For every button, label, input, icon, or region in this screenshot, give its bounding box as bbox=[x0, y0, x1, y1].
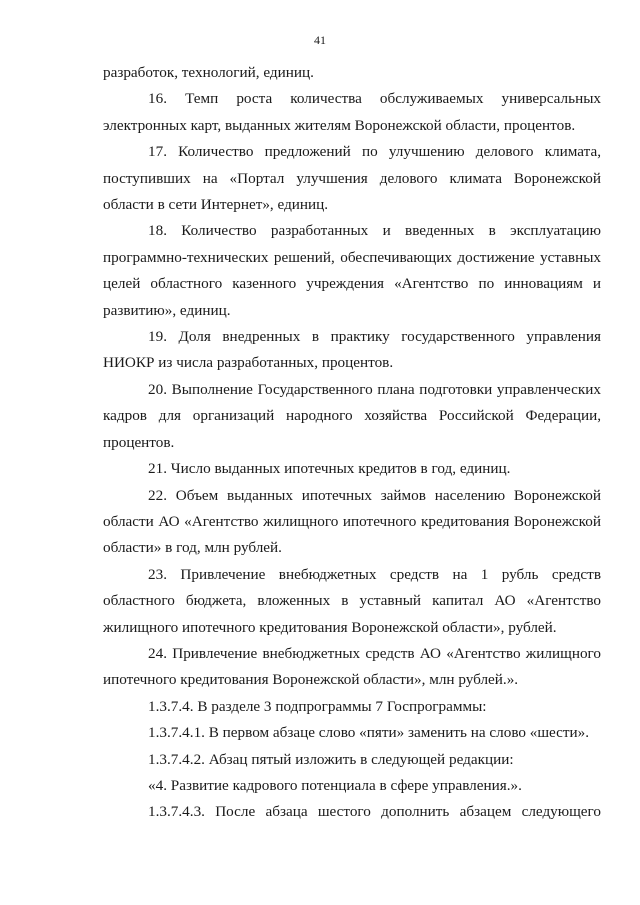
paragraph-item-16: 16. Темп роста количества обслуживаемых универсальных электронных карт, выданных жителям Воронежской области, процентов. bbox=[103, 90, 601, 134]
paragraph-continuation: разработок, технологий, единиц. bbox=[103, 64, 314, 81]
paragraph-section-1-3-7-4-1: 1.3.7.4.1. В первом абзаце слово «пяти» заменить на слово «шести». bbox=[148, 724, 590, 742]
paragraph-item-18: 18. Количество разработанных и введенных в эксплуатацию программно-технических решений, обеспечивающих достижение уставных целей областного казенного учреждения «Агентство по инновациям и развитию», единиц. bbox=[103, 222, 601, 319]
paragraph-section-1-3-7-4-2: 1.3.7.4.2. Абзац пятый изложить в следующей редакции: bbox=[148, 750, 514, 768]
paragraph-section-1-3-7-4: 1.3.7.4. В разделе 3 подпрограммы 7 Госпрограммы: bbox=[148, 697, 487, 715]
paragraph-item-20: 20. Выполнение Государственного плана подготовки управленческих кадров для организаций народного хозяйства Российской Федерации, процентов. bbox=[103, 380, 601, 451]
page-number: 41 bbox=[314, 33, 326, 47]
paragraph-section-1-3-7-4-3: 1.3.7.4.3. После абзаца шестого дополнить абзацем следующего bbox=[148, 803, 601, 821]
paragraph-item-24: 24. Привлечение внебюджетных средств АО «Агентство жилищного ипотечного кредитования Воронежской области», млн рублей.». bbox=[103, 644, 601, 689]
paragraph-item-17: 17. Количество предложений по улучшению делового климата, поступивших на «Портал улучшения делового климата Воронежской области в сети Интернет», единиц. bbox=[103, 143, 601, 214]
paragraph-item-23: 23. Привлечение внебюджетных средств на 1 рубль средств областного бюджета, вложенных в уставный капитал АО «Агентство жилищного ипотечного кредитования Воронежской области», рублей. bbox=[103, 565, 601, 636]
paragraph-item-21: 21. Число выданных ипотечных кредитов в год, единиц. bbox=[148, 460, 511, 478]
paragraph-item-19: 19. Доля внедренных в практику государственного управления НИОКР из числа разработанных, процентов. bbox=[103, 328, 601, 372]
document-body bbox=[103, 60, 601, 826]
paragraph-item-22: 22. Объем выданных ипотечных займов населению Воронежской области АО «Агентство жилищного ипотечного кредитования Воронежской области» в год, млн рублей. bbox=[103, 486, 601, 557]
paragraph-quoted-item-4: «4. Развитие кадрового потенциала в сфере управления.». bbox=[148, 776, 522, 794]
